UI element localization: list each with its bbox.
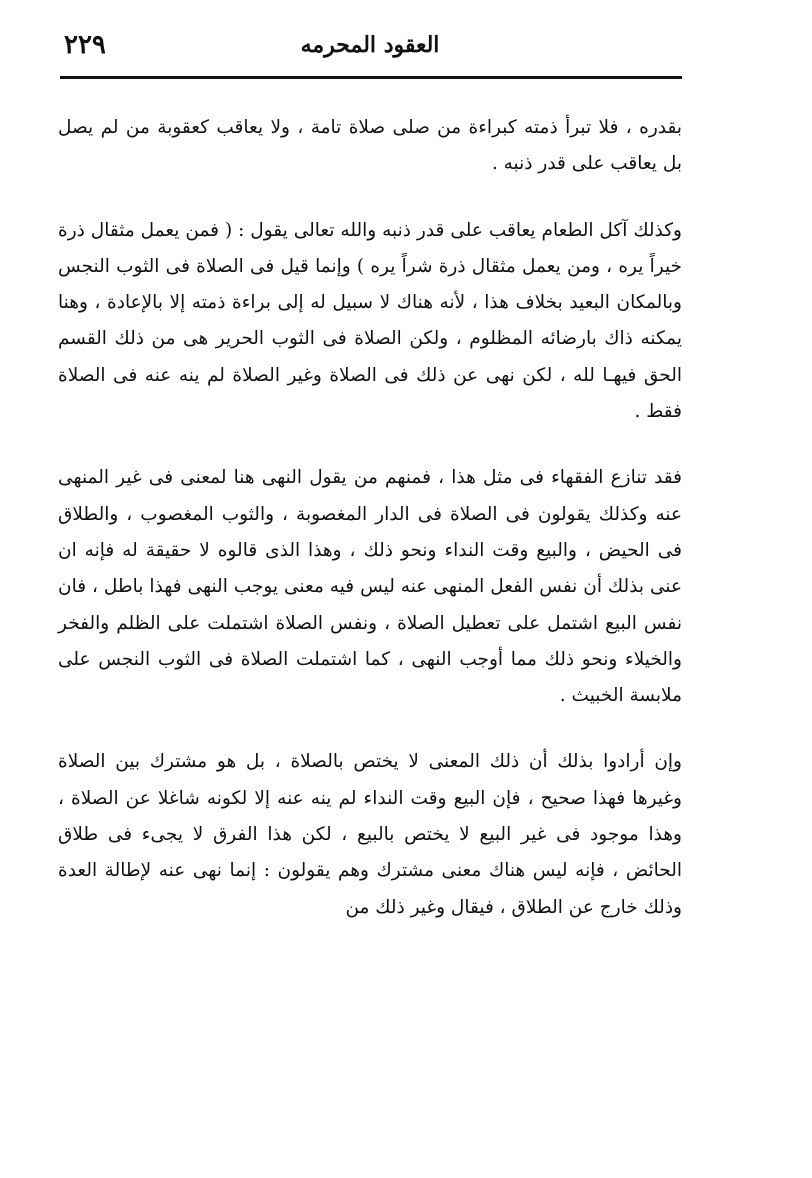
paragraph-4: وإن أرادوا بذلك أن ذلك المعنى لا يختص بالصلاة ، بل هو مشترك بين الصلاة وغيرها فهذا صحيح ، فإن البيع وقت النداء لم ينه عنه إلا لكونه شاغلا عن الصلاة ، وهذا موجود فى غير البيع لا يختص بالبيع ، لكن هذا الفرق لا يجىء فى طلاق الحائض ، فإنه ليس هناك معنى مشترك وهم يقولون : إنما نهى عنه لإطالة العدة وذلك خارج عن الطلاق ، فيقال وغير ذلك من — [58, 751, 682, 918]
body-text — [58, 110, 682, 926]
header-rule — [60, 76, 682, 79]
page-header — [58, 22, 682, 72]
paragraph-2: وكذلك آكل الطعام يعاقب على قدر ذنبه والله تعالى يقول : ( فمن يعمل مثقال ذرة خيراً يره ، ومن يعمل مثقال ذرة شراً يره ) وإنما قيل فى الصلاة فى الثوب النجس وبالمكان البعيد بخلاف هذا ، لأنه هناك لا سبيل له إلى براءة ذمته إلا بالإعادة ، وهنا يمكنه ذاك بارضائه المظلوم ، ولكن الصلاة فى الثوب الحرير هى من ذلك القسم الحق فيهـا لله ، لكن نهى عن ذلك فى الصلاة وغير الصلاة لم ينه عنه فى الصلاة فقط . — [58, 219, 683, 423]
paragraph-1: بقدره ، فلا تبرأ ذمته كبراءة من صلى صلاة تامة ، ولا يعاقب كعقوبة من لم يصل بل يعاقب على قدر ذنبه . — [58, 117, 682, 175]
running-title: العقود المحرمه — [300, 32, 440, 58]
page-number: ٢٢٩ — [64, 30, 106, 60]
paragraph-3: فقد تنازع الفقهاء فى مثل هذا ، فمنهم من يقول النهى هنا لمعنى فى غير المنهى عنه وكذلك يقولون فى الصلاة فى الدار المغصوبة ، والثوب المغصوب ، والطلاق فى الحيض ، والبيع وقت النداء ونحو ذلك ، وهذا الذى قالوه لا حقيقة له فإنه ان عنى بذلك أن نفس الفعل المنهى عنه ليس فيه معنى يوجب النهى فهذا باطل ، فان نفس البيع اشتمل على تعطيل الصلاة ، ونفس الصلاة اشتملت على الظلم والفخر والخيلاء ونحو ذلك مما أوجب النهى ، كما اشتملت الصلاة فى الثوب النجس على ملابسة الخبيث . — [58, 467, 682, 707]
